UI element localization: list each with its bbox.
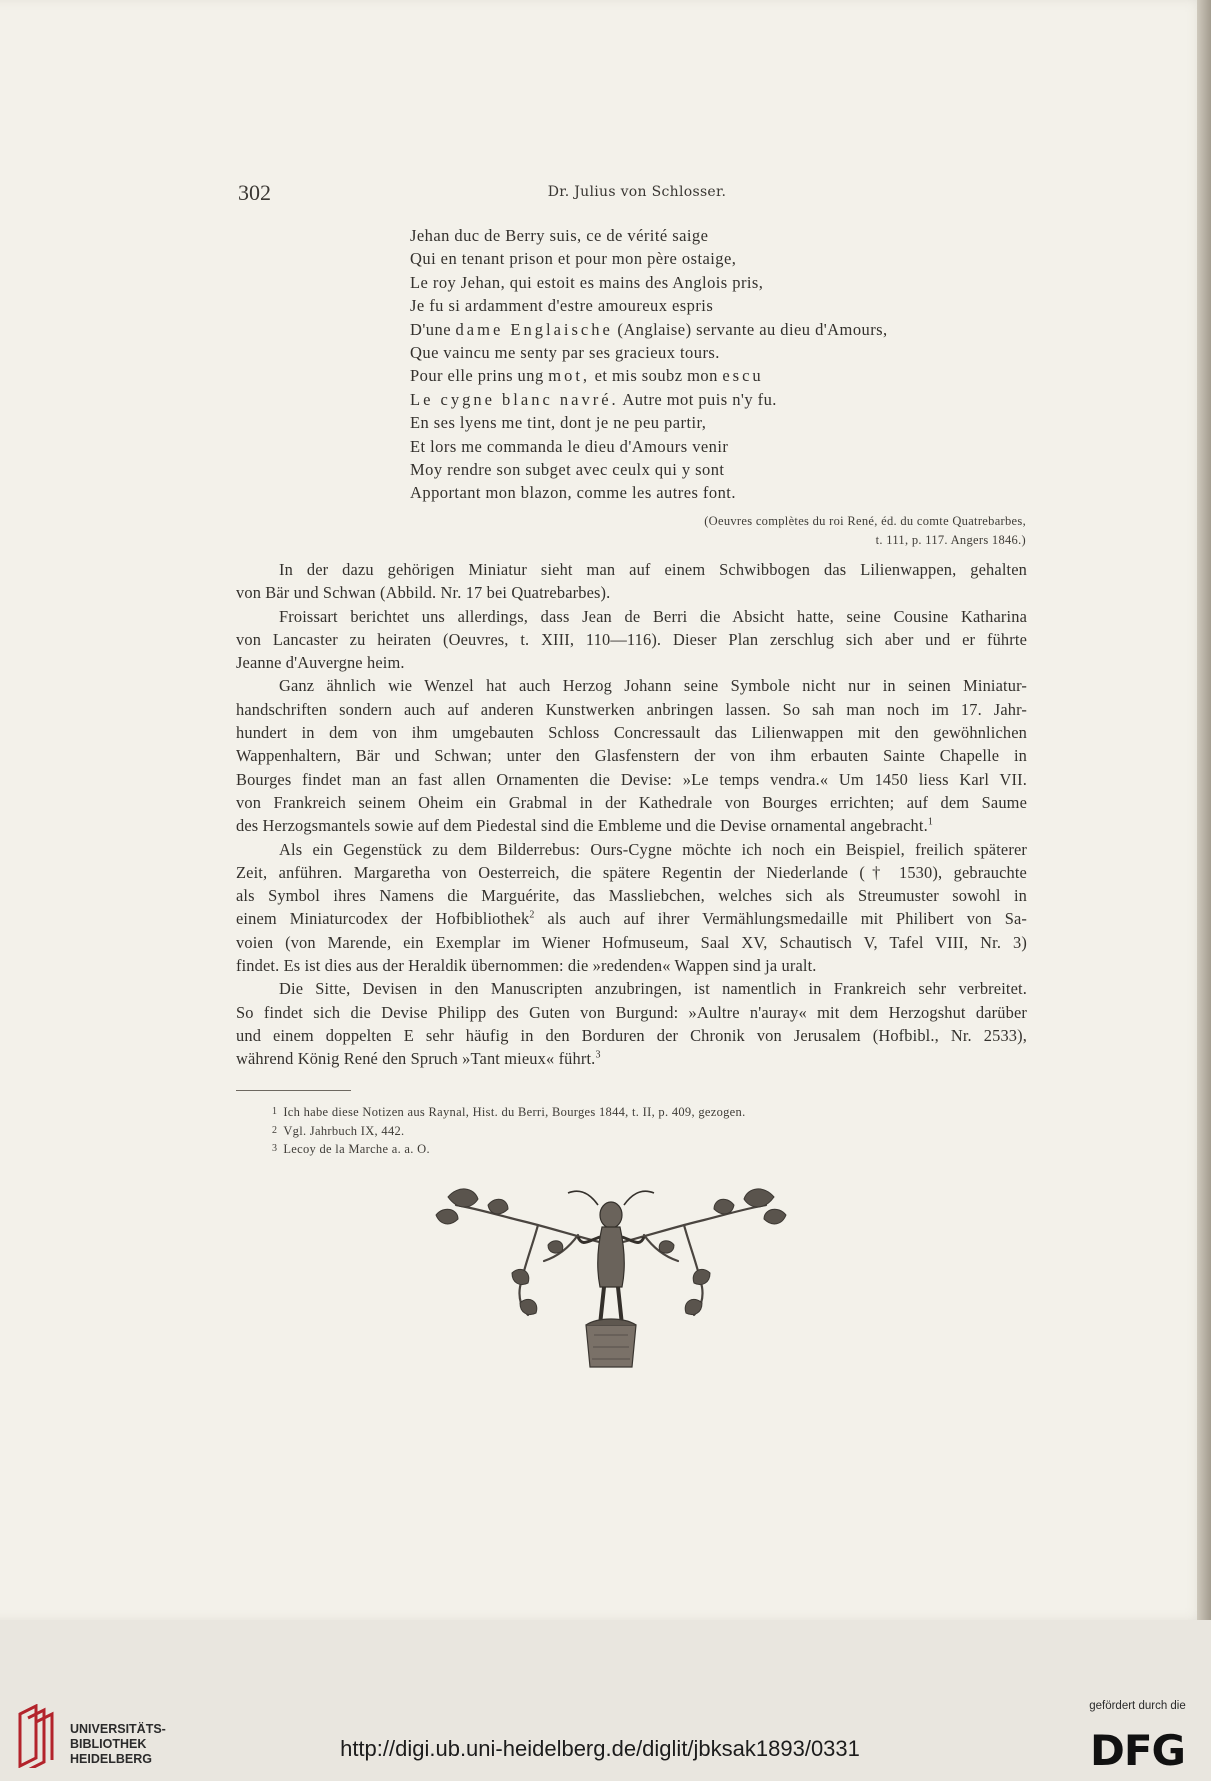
footnote: 3 Lecoy de la Marche a. a. O. bbox=[272, 1142, 430, 1156]
university-library-logo-icon bbox=[14, 1704, 64, 1768]
footnote-ref: 2 bbox=[529, 909, 535, 921]
poem-line: D'une dame Englaische (Anglaise) servante au dieu d'Amours, bbox=[410, 319, 888, 339]
paragraph-line: des Herzogsmantels sowie auf dem Piedestal sind die Embleme und die Devise ornamental angebracht.$^1$ bbox=[236, 816, 933, 836]
paragraph-line: handschriften sondern auch auf anderen Kunstwerken anbringen lassen. So sah man noch im 17. Jahr- bbox=[236, 699, 1027, 719]
poem-line: Pour elle prins ung mot, et mis soubz mon escu bbox=[410, 366, 764, 386]
paragraph-line: von Lancaster zu heiraten (Oeuvres, t. XIII, 110—116). Dieser Plan zerschlug sich aber und er führte bbox=[236, 629, 1027, 649]
paragraph-line: Ganz ähnlich wie Wenzel hat auch Herzog Johann seine Symbole nicht nur in seinen Miniatur- bbox=[279, 676, 1027, 696]
paragraph-line: und einem doppelten E sehr häufig in den Borduren der Chronik von Jerusalem (Hofbibl., Nr. 2533), bbox=[236, 1025, 1027, 1045]
footnotes bbox=[272, 1103, 972, 1159]
footnote: 2 Vgl. Jahrbuch IX, 442. bbox=[272, 1123, 405, 1138]
paragraph-line: Froissart berichtet uns allerdings, dass Jean de Berri die Absicht hatte, seine Cousine Katharina bbox=[279, 606, 1027, 626]
poem-line: Le cygne blanc navré. Autre mot puis n'y fu. bbox=[410, 389, 777, 409]
running-head: Dr. Julius von Schlosser. bbox=[547, 184, 727, 200]
paragraph-line: als Symbol ihres Namens die Marguérite, das Massliebchen, welches sich als Streumuster sowohl in bbox=[236, 886, 1027, 906]
page-spine-shadow bbox=[1197, 0, 1211, 1620]
paragraph-line: von Frankreich seinem Oheim ein Grabmal in der Kathedrale von Bourges errichten; auf dem Saume bbox=[236, 792, 1027, 812]
paragraph-line: Zeit, anführen. Margaretha von Oesterreich, die spätere Regentin der Niederlande († 1530), gebrauchte bbox=[236, 862, 1027, 882]
page-header bbox=[238, 180, 1036, 206]
footnote: 1 Ich habe diese Notizen aus Raynal, Hist. du Berri, Bourges 1844, t. II, p. 409, gezogen. bbox=[272, 1105, 746, 1119]
paragraph-line: Wappenhaltern, Bär und Schwan; unter den Glasfenstern der von ihm erbauten Sainte Chapelle in bbox=[236, 746, 1027, 766]
paragraph-line: Als ein Gegenstück zu dem Bilderrebus: Ours-Cygne möchte ich noch ein Beispiel, freilich späterer bbox=[279, 839, 1027, 859]
library-name: UNIVERSITÄTS- BIBLIOTHEK HEIDELBERG bbox=[70, 1722, 166, 1766]
paragraph-line: Die Sitte, Devisen in den Manuscripten anzubringen, ist namentlich in Frankreich sehr verbreitet. bbox=[279, 979, 1027, 999]
poem-line: Qui en tenant prison et pour mon père ostaige, bbox=[410, 249, 737, 269]
poem-line: Et lors me commanda le dieu d'Amours venir bbox=[410, 436, 729, 456]
foliage-ornament-illustration bbox=[428, 1175, 794, 1375]
poem-line: Le roy Jehan, qui estoit es mains des Anglois pris, bbox=[410, 272, 764, 292]
poem-line: Apportant mon blazon, comme les autres font. bbox=[410, 483, 736, 503]
paragraph-line: einem Miniaturcodex der Hofbibliothek$^2$ als auch auf ihrer Vermählungsmedaille mit Philibert von Sa- bbox=[236, 909, 1027, 929]
paragraph-line: Bourges findet man an fast allen Ornamenten die Devise: »Le temps vendra.« Um 1450 liess Karl VII. bbox=[236, 769, 1027, 789]
source-url-link[interactable]: http://digi.ub.uni-heidelberg.de/diglit/jbksak1893/0331 bbox=[340, 1736, 860, 1761]
poem-line: Moy rendre son subget avec ceulx qui y sont bbox=[410, 459, 725, 479]
poem-citation: (Oeuvres complètes du roi René, éd. du comte Quatrebarbes, t. 111, p. 117. Angers 1846.) bbox=[704, 514, 1026, 547]
paragraph-line: findet. Es ist dies aus der Heraldik übernommen: die »redenden« Wappen sind ja uralt. bbox=[236, 956, 817, 976]
footnote-ref: 3 bbox=[595, 1049, 601, 1061]
paragraph-line: von Bär und Schwan (Abbild. Nr. 17 bei Quatrebarbes). bbox=[236, 583, 611, 603]
poem-line: Jehan duc de Berry suis, ce de vérité saige bbox=[410, 226, 709, 245]
page-number: 302 bbox=[238, 180, 271, 205]
footnote-ref: 1 bbox=[927, 816, 933, 828]
poem-line: Je fu si ardamment d'estre amoureux espris bbox=[410, 296, 714, 316]
paragraph-line: voien (von Marende, ein Exemplar im Wiener Hofmuseum, Saal XV, Schautisch V, Tafel VIII, Nr. 3) bbox=[236, 932, 1027, 952]
funding-caption: gefördert durch die bbox=[1089, 1700, 1186, 1712]
paragraph-line: während König René den Spruch »Tant mieux« führt.$^3$ bbox=[236, 1049, 601, 1069]
poem-line: En ses lyens me tint, dont je ne peu partir, bbox=[410, 413, 707, 433]
footnote-rule bbox=[236, 1090, 351, 1091]
paragraph-line: Jeanne d'Auvergne heim. bbox=[236, 653, 405, 673]
dfg-logo: DFG bbox=[1089, 1726, 1186, 1775]
paragraph-line: So findet sich die Devise Philipp des Guten von Burgund: »Aultre n'auray« mit dem Herzogshut darüber bbox=[236, 1002, 1027, 1022]
poem-quotation bbox=[410, 224, 1030, 505]
paragraph-line: hundert in dem von ihm umgebauten Schloss Concressault das Lilienwappen mit den gewöhnlichen bbox=[236, 723, 1027, 743]
poem-line: Que vaincu me senty par ses gracieux tours. bbox=[410, 342, 720, 362]
body-text bbox=[236, 558, 1027, 1071]
paragraph-line: In der dazu gehörigen Miniatur sieht man auf einem Schwibbogen das Lilienwappen, gehalten bbox=[279, 560, 1027, 579]
